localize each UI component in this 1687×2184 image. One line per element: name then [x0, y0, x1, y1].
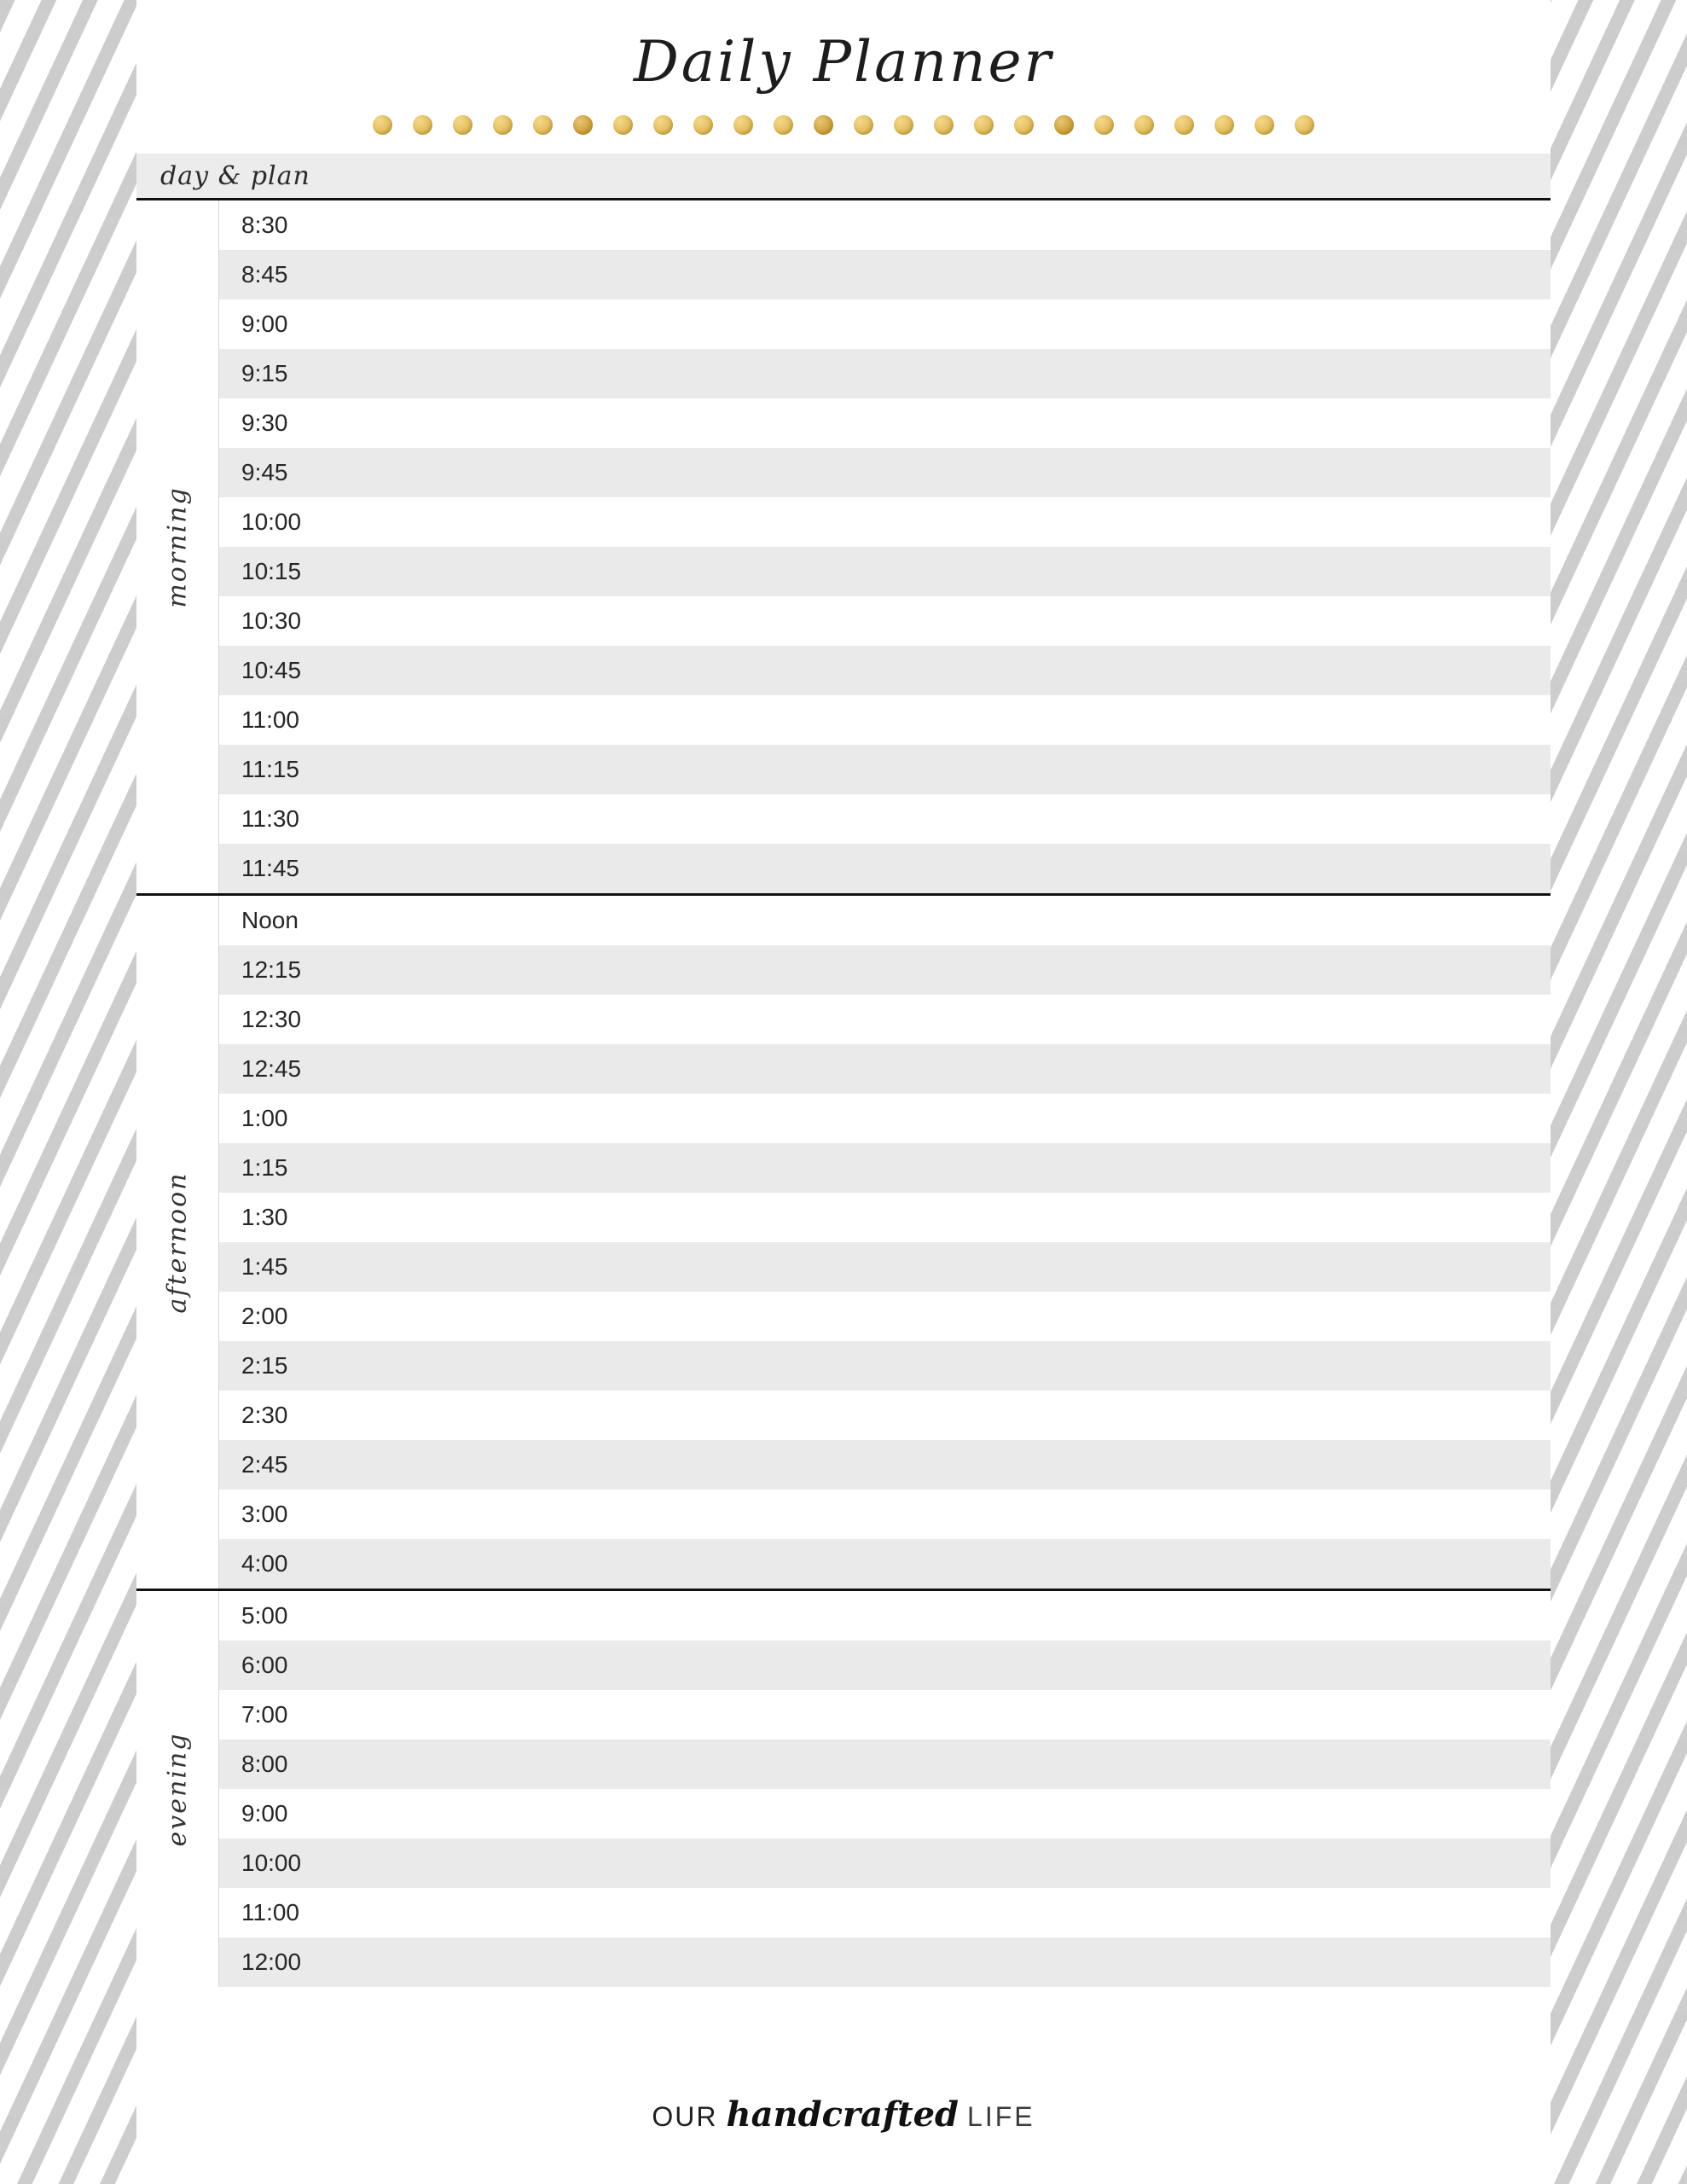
schedule-row[interactable]: [219, 1838, 1551, 1888]
time-label: 11:00: [241, 1899, 299, 1926]
section-label-text: evening: [162, 1732, 193, 1847]
time-label: 8:30: [241, 212, 288, 239]
time-label: 11:30: [241, 805, 299, 833]
schedule-row[interactable]: [219, 945, 1551, 995]
time-label: 9:15: [241, 360, 288, 387]
section-label-afternoon: [136, 896, 218, 1589]
time-label: 7:00: [241, 1701, 288, 1728]
gold-dot: [1094, 115, 1114, 135]
schedule-row[interactable]: [219, 844, 1551, 893]
gold-dot: [693, 115, 713, 135]
schedule-section-morning: [136, 198, 1551, 893]
schedule-row[interactable]: [219, 1193, 1551, 1242]
time-label: 1:45: [241, 1253, 288, 1281]
gold-dot: [413, 115, 432, 135]
time-label: 12:30: [241, 1006, 302, 1033]
schedule-row[interactable]: [219, 1591, 1551, 1641]
gold-dot: [814, 115, 833, 135]
schedule-row[interactable]: [219, 745, 1551, 794]
time-label: 2:45: [241, 1451, 288, 1478]
gold-dot: [934, 115, 954, 135]
schedule-row[interactable]: [219, 1341, 1551, 1391]
schedule-row[interactable]: [219, 1242, 1551, 1292]
schedule-row[interactable]: [219, 995, 1551, 1044]
gold-dot: [533, 115, 553, 135]
day-and-plan-bar: [136, 154, 1551, 198]
gold-dot: [1054, 115, 1074, 135]
gold-dot: [974, 115, 994, 135]
schedule-section-afternoon: [136, 893, 1551, 1589]
gold-dot: [373, 115, 392, 135]
planner-sheet: [136, 0, 1551, 2184]
schedule-table: [136, 198, 1551, 1987]
time-label: 10:00: [241, 508, 302, 536]
gold-dot-divider: [136, 115, 1551, 135]
time-label: 1:30: [241, 1204, 288, 1231]
time-label: 6:00: [241, 1652, 288, 1679]
time-label: 10:15: [241, 558, 302, 585]
gold-dot: [894, 115, 913, 135]
time-label: 5:00: [241, 1602, 288, 1629]
schedule-row[interactable]: [219, 1641, 1551, 1690]
schedule-row[interactable]: [219, 794, 1551, 844]
time-label: 10:30: [241, 607, 302, 635]
time-label: 12:15: [241, 956, 302, 984]
schedule-row[interactable]: [219, 1789, 1551, 1838]
schedule-row[interactable]: [219, 448, 1551, 497]
schedule-row[interactable]: [219, 200, 1551, 250]
gold-dot: [733, 115, 753, 135]
section-label-morning: [136, 200, 218, 893]
section-rows: [218, 200, 1551, 893]
section-label-text: morning: [162, 486, 193, 608]
time-label: 9:00: [241, 311, 288, 338]
time-label: 12:45: [241, 1055, 302, 1083]
time-label: 11:15: [241, 756, 299, 783]
schedule-row[interactable]: [219, 1539, 1551, 1589]
schedule-row[interactable]: [219, 646, 1551, 695]
schedule-row[interactable]: [219, 596, 1551, 646]
section-label-evening: [136, 1591, 218, 1987]
gold-dot: [573, 115, 593, 135]
time-label: 2:30: [241, 1402, 288, 1429]
schedule-row[interactable]: [219, 695, 1551, 745]
right-texture-strip: [1537, 0, 1687, 2184]
section-rows: [218, 1591, 1551, 1987]
gold-dot: [1295, 115, 1314, 135]
schedule-row[interactable]: [219, 1740, 1551, 1789]
schedule-row[interactable]: [219, 398, 1551, 448]
schedule-row[interactable]: [219, 1937, 1551, 1987]
footer-word-handcrafted: handcrafted: [726, 2094, 959, 2135]
schedule-row[interactable]: [219, 1143, 1551, 1193]
gold-dot: [774, 115, 793, 135]
schedule-row[interactable]: [219, 299, 1551, 349]
time-label: 10:00: [241, 1850, 302, 1877]
gold-dot: [1134, 115, 1154, 135]
schedule-row[interactable]: [219, 497, 1551, 547]
schedule-section-evening: [136, 1589, 1551, 1987]
time-label: 8:45: [241, 261, 288, 288]
gold-dot: [1174, 115, 1194, 135]
time-label: 9:45: [241, 459, 288, 486]
footer-word-life: LIFE: [967, 2101, 1035, 2132]
time-label: 11:00: [241, 706, 299, 734]
schedule-row[interactable]: [219, 1094, 1551, 1143]
gold-dot: [854, 115, 873, 135]
schedule-row[interactable]: [219, 349, 1551, 398]
gold-dot: [1215, 115, 1234, 135]
time-label: 12:00: [241, 1949, 302, 1976]
footer-word-our: OUR: [652, 2101, 718, 2132]
gold-dot: [613, 115, 633, 135]
time-label: 10:45: [241, 657, 302, 684]
time-label: 8:00: [241, 1751, 288, 1778]
time-label: Noon: [241, 907, 299, 934]
page-title: Daily Planner: [633, 29, 1054, 95]
time-label: 3:00: [241, 1501, 288, 1528]
schedule-row[interactable]: [219, 250, 1551, 299]
gold-dot: [1255, 115, 1274, 135]
gold-dot: [493, 115, 513, 135]
time-label: 1:00: [241, 1105, 288, 1132]
schedule-row[interactable]: [219, 1440, 1551, 1490]
time-label: 4:00: [241, 1550, 288, 1577]
schedule-row[interactable]: [219, 1044, 1551, 1094]
schedule-row[interactable]: [219, 1391, 1551, 1440]
time-label: 1:15: [241, 1154, 288, 1182]
section-label-text: afternoon: [162, 1171, 193, 1314]
gold-dot: [453, 115, 472, 135]
schedule-row[interactable]: [219, 1292, 1551, 1341]
schedule-row[interactable]: [219, 1490, 1551, 1539]
schedule-row[interactable]: [219, 1888, 1551, 1937]
section-rows: [218, 896, 1551, 1589]
brand-footer: [136, 2094, 1551, 2135]
time-label: 2:00: [241, 1303, 288, 1330]
left-texture-strip: [0, 0, 150, 2184]
schedule-row[interactable]: [219, 896, 1551, 945]
time-label: 9:00: [241, 1800, 288, 1827]
gold-dot: [1014, 115, 1034, 135]
gold-dot: [653, 115, 673, 135]
day-and-plan-label: day & plan: [160, 160, 310, 191]
time-label: 9:30: [241, 410, 288, 437]
schedule-row[interactable]: [219, 1690, 1551, 1740]
schedule-row[interactable]: [219, 547, 1551, 596]
time-label: 11:45: [241, 855, 299, 882]
time-label: 2:15: [241, 1352, 288, 1380]
